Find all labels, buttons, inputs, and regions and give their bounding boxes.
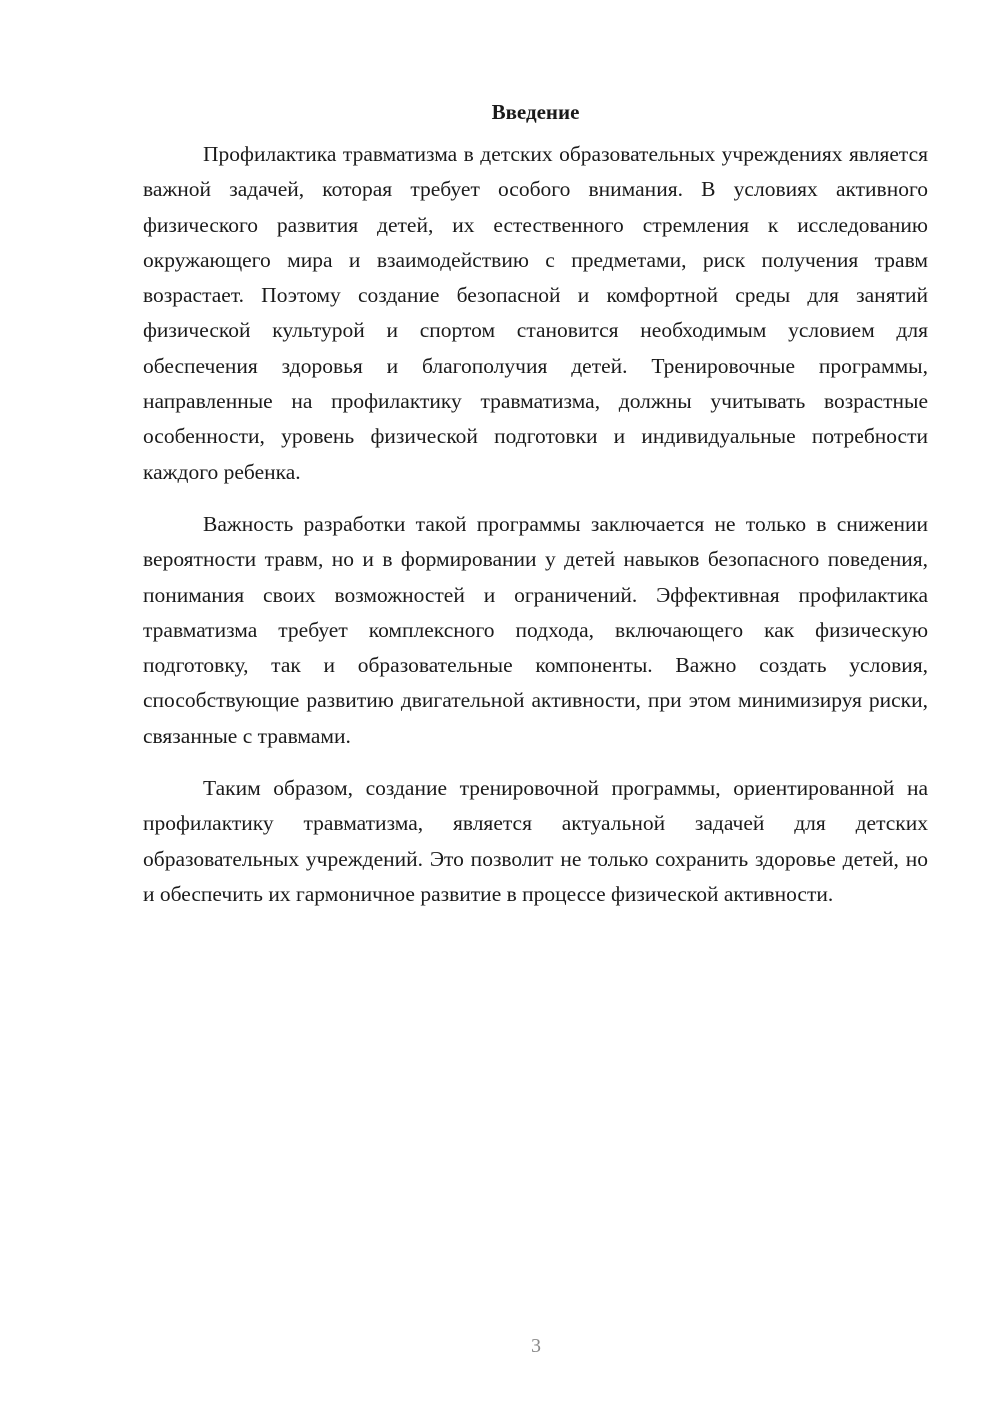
paragraph-1: Профилактика травматизма в детских образовательных учреждениях является важной задачей, которая требует особого внимания. В условиях активного физического развития детей, их естественного стремления к исследованию окружающего мира и взаимодействию с предметами, риск получения травм возрастает. Поэтому создание безопасной и комфортной среды для занятий физической культурой и спортом становится необходимым условием для обеспечения здоровья и благополучия детей. Тренировочные программы, направленные на профилактику травматизма, должны учитывать возрастные особенности, уровень физической подготовки и индивидуальные потребности каждого ребенка. (143, 142, 928, 484)
page-content (143, 97, 928, 929)
section-title: Введение (491, 100, 580, 124)
paragraph-3: Таким образом, создание тренировочной программы, ориентированной на профилактику травматизма, является актуальной задачей для детских образовательных учреждений. Это позволит не только сохранить здоровье детей, но и обеспечить их гармоничное развитие в процессе физической активности. (143, 776, 928, 906)
paragraph-2: Важность разработки такой программы заключается не только в снижении вероятности травм, но и в формировании у детей навыков безопасного поведения, понимания своих возможностей и ограничений. Эффективная профилактика травматизма требует комплексного подхода, включающего как физическую подготовку, так и образовательные компоненты. Важно создать условия, способствующие развитию двигательной активности, при этом минимизируя риски, связанные с травмами. (143, 511, 928, 748)
page-number: 3 (531, 1335, 541, 1357)
